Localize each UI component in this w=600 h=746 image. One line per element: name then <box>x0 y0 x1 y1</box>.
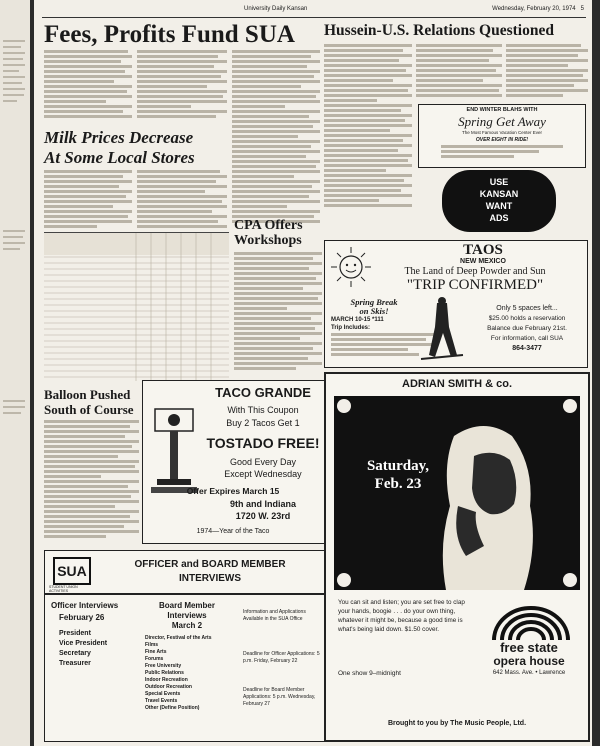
price-table-grid <box>44 233 229 381</box>
spring-sub: The Most Famous Vacation Center Ever <box>462 130 542 135</box>
hussein-col-1 <box>324 44 412 224</box>
officer-list <box>59 629 137 669</box>
spring-fine-print <box>441 145 563 165</box>
officer-item: Secretary <box>59 650 91 657</box>
officer-heading: Officer Interviews <box>51 601 119 610</box>
header-rule <box>42 17 586 18</box>
sua-logo-sub: STUDENT UNION ACTIVITIES <box>49 585 78 593</box>
taos-break-2: on Skis! <box>359 306 389 316</box>
balloon-headline-1: Balloon Pushed <box>44 387 131 402</box>
milk-price-table <box>44 232 229 381</box>
taco-address-2: 1720 W. 23rd <box>235 511 291 521</box>
want-ads-line-4: ADS <box>489 213 509 223</box>
officer-item: President <box>59 630 91 637</box>
adrian-blurb: You can sit and listen; you are set free to clap your hands, boogie . . . do your own thing, whatever it might be, because a good time is what's being laid down. $1.50 cover. <box>338 599 465 633</box>
want-ads-line-3: WANT <box>485 201 513 211</box>
officer-item: Treasurer <box>59 660 91 667</box>
taco-coupon-1: With This Coupon <box>227 405 299 415</box>
hussein-col-2 <box>416 44 502 100</box>
taos-title: TAOS <box>463 242 503 258</box>
taco-expires: Offer Expires March 15 <box>186 486 280 496</box>
taco-free: TOSTADO FREE! <box>206 435 320 451</box>
board-item: Free University <box>145 663 182 669</box>
sua-story-col-1 <box>44 50 132 120</box>
board-item: Indoor Recreation <box>145 677 188 683</box>
taco-title: TACO GRANDE <box>215 385 311 400</box>
taos-includes: Trip Includes: <box>331 325 371 331</box>
board-item: Fine Arts <box>145 649 167 655</box>
spring-foot: OVER EIGHT IN RIDE! <box>475 137 529 143</box>
board-item: Forums <box>145 656 164 662</box>
adrian-title: ADRIAN SMITH & co. <box>402 378 512 390</box>
sua-headline: Fees, Profits Fund SUA <box>44 21 295 48</box>
cpa-headline-2: Workshops <box>234 233 302 248</box>
cpa-story-text <box>234 252 322 374</box>
venue-name-1: free state <box>500 640 558 655</box>
board-item: Special Events <box>145 691 181 697</box>
opera-house-rainbow-logo <box>486 602 576 642</box>
want-ads-line-2: KANSAN <box>479 189 519 199</box>
sua-interviews-ad <box>44 550 328 742</box>
cpa-headline-1: CPA Offers <box>234 218 303 233</box>
board-list <box>145 635 237 712</box>
milk-story-col-2 <box>137 170 227 230</box>
balloon-story-text <box>44 420 139 548</box>
taco-address-1: 9th and Indiana <box>229 499 296 509</box>
venue-address: 642 Mass. Ave. • Lawrence <box>492 670 566 676</box>
sua-logo-box <box>53 557 91 585</box>
want-ads-line-1: USE <box>489 177 509 187</box>
sua-ad-title-2: INTERVIEWS <box>178 573 242 584</box>
board-item: Films <box>145 642 159 648</box>
adrian-photo-panel <box>334 396 580 590</box>
balloon-headline-2: South of Course <box>44 402 134 417</box>
sua-ad-title-1: OFFICER and BOARD MEMBER <box>134 559 286 570</box>
hussein-headline: Hussein-U.S. Relations Questioned <box>324 22 554 39</box>
taos-deposit: $25.00 holds a reservation <box>488 315 566 322</box>
taos-phone: 864-3477 <box>512 345 542 352</box>
taos-balance: Balance due February 21st. <box>487 325 567 332</box>
page-number: 5 <box>580 6 584 12</box>
taco-good-2: Except Wednesday <box>224 469 302 479</box>
newspaper-page <box>34 0 592 746</box>
sua-info-2: Deadline for Officer Applications: 5 p.m. Friday, February 22 <box>243 651 320 664</box>
officer-item: Vice President <box>59 640 108 647</box>
adrian-smith-ad <box>324 372 590 742</box>
skier-illustration <box>417 297 467 363</box>
taos-subtitle: NEW MEXICO <box>460 258 506 265</box>
taos-break-1: Spring Break <box>350 297 398 307</box>
board-item: Public Relations <box>145 670 184 676</box>
spring-getaway-ad <box>418 104 586 168</box>
taos-spots: Only 5 spaces left... <box>496 305 558 312</box>
milk-headline-1: Milk Prices Decrease <box>44 128 194 147</box>
sua-info-3: Deadline for Board Member Applications: 5 p.m. Wednesday, February 27 <box>243 687 316 707</box>
taco-grande-ad <box>142 380 328 544</box>
adrian-show: One show 9–midnight <box>338 670 401 677</box>
taco-year: 1974—Year of the Taco <box>196 528 270 535</box>
adrian-date-1: Saturday, <box>366 458 430 474</box>
taos-line: The Land of Deep Powder and Sun <box>404 266 546 277</box>
adjacent-page-strip <box>0 0 30 746</box>
sua-story-col-3 <box>232 50 320 240</box>
officer-date: February 26 <box>59 613 105 622</box>
taos-dates: MARCH 10-15 *111 <box>331 317 384 323</box>
board-item: Outdoor Recreation <box>145 684 192 690</box>
taos-ski-ad <box>324 240 588 368</box>
musician-portrait-illustration <box>334 396 580 590</box>
milk-story-col-1 <box>44 170 132 230</box>
dateline: Wednesday, February 20, 1974 <box>492 6 576 12</box>
want-ads-badge <box>442 170 556 232</box>
board-item: Director, Festival of the Arts <box>145 635 212 641</box>
board-heading-2: Interviews <box>167 611 207 620</box>
page-header <box>34 6 592 16</box>
paper-name: University Daily Kansan <box>244 6 308 12</box>
taco-coupon-2: Buy 2 Tacos Get 1 <box>226 418 300 428</box>
spring-top: END WINTER BLAHS WITH <box>466 107 538 113</box>
taos-call: For information, call SUA <box>490 335 564 342</box>
board-item: Other (Define Position) <box>145 705 200 711</box>
sua-info-1: Information and Applications Available in the SUA Office <box>243 609 306 622</box>
taos-banner: "TRIP CONFIRMED" <box>406 277 544 293</box>
sua-ad-divider <box>45 593 327 595</box>
spring-title: Spring Get Away <box>458 114 546 129</box>
board-heading-1: Board Member <box>158 601 215 610</box>
sua-story-col-2 <box>137 50 227 120</box>
adrian-brought-by: Brought to you by The Music People, Ltd. <box>387 720 527 727</box>
sua-logo: SUA <box>57 563 87 579</box>
taco-good-1: Good Every Day <box>229 457 297 467</box>
adrian-date-2: Feb. 23 <box>374 476 422 492</box>
venue-name-2: opera house <box>493 654 565 668</box>
board-item: Travel Events <box>145 698 178 704</box>
hussein-col-3 <box>506 44 588 100</box>
milk-headline-2: At Some Local Stores <box>44 148 195 167</box>
board-date: March 2 <box>171 621 203 630</box>
